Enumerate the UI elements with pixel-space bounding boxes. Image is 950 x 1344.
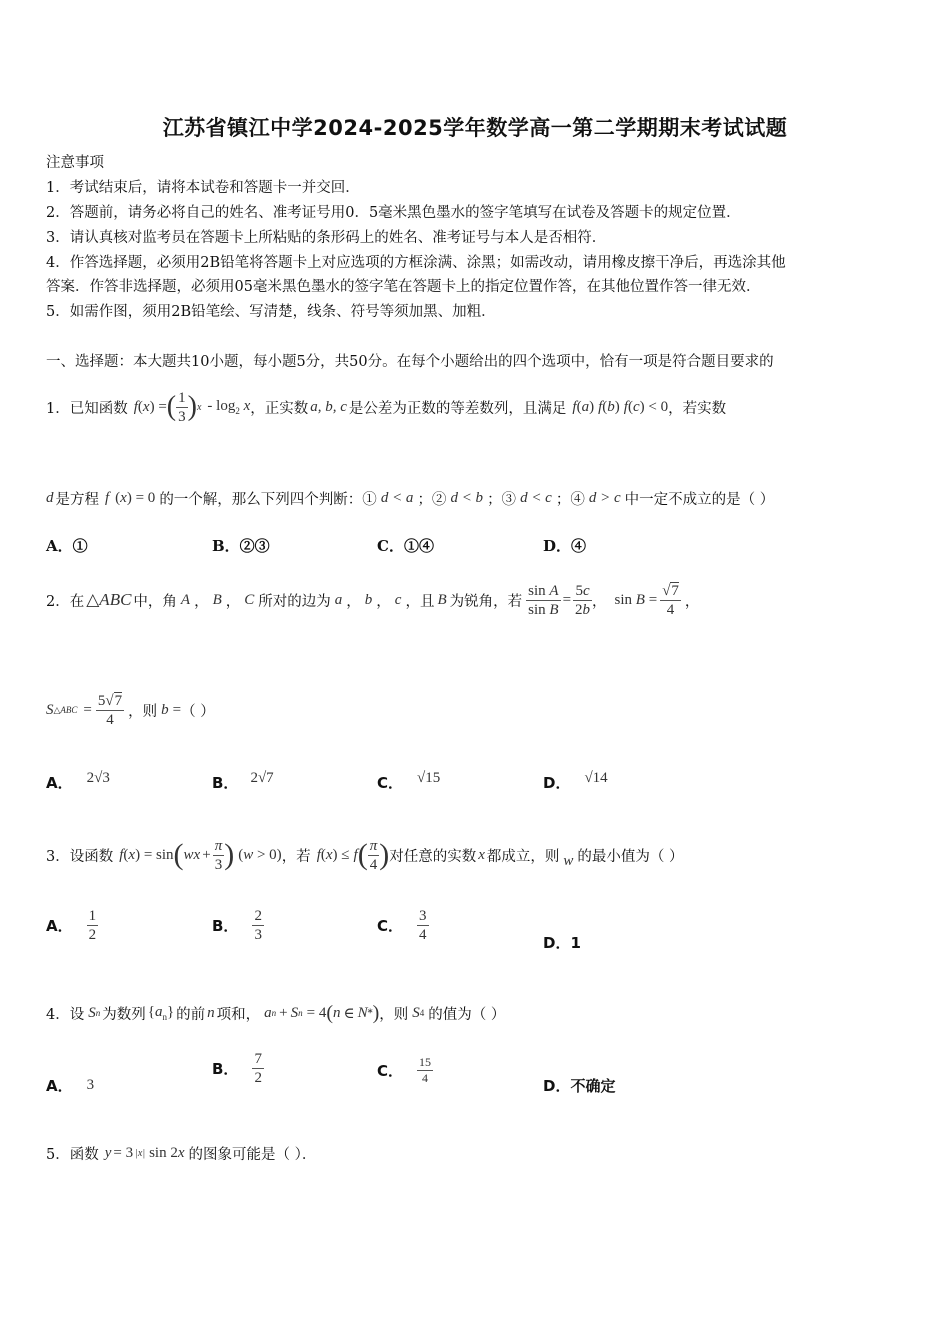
- q3-option-d-label: D．1: [543, 934, 581, 952]
- page-title: 江苏省镇江中学2024-2025学年数学高一第二学期期末考试试题: [162, 116, 788, 140]
- section-heading: 一、选择题：本大题共10小题，每小题5分，共50分。在每个小题给出的四个选项中，恰有一项是符合题目要求的: [46, 354, 774, 370]
- notice-item: 4．作答选择题，必须用2B铅笔将答题卡上对应选项的方框涂满、涂黑；如需改动，请用橡皮擦干净后，再选涂其他: [46, 255, 786, 271]
- q2-text: ，且: [405, 593, 435, 610]
- q1-text: ，若实数: [668, 400, 727, 417]
- notice-item: 答案．作答非选择题，必须用05毫米黑色墨水的签字笔在答题卡上的指定位置作答，在其他位置作答一律无效．: [46, 279, 761, 295]
- notice-heading: 注意事项: [46, 155, 104, 171]
- q1-option-b[interactable]: B．②③: [212, 537, 270, 555]
- q4-option-a[interactable]: A． 3: [46, 1077, 95, 1095]
- q4-option-c[interactable]: C． $\frac{15}{4}$: [377, 1055, 432, 1085]
- q4-text: 为数列: [102, 1006, 146, 1023]
- q3-text: 对任意的实数: [389, 848, 477, 865]
- q2-text: （ ）: [181, 703, 215, 720]
- q5-text: 的图象可能是（ ）．: [188, 1146, 317, 1163]
- q1-text: 是公差为正数的等差数列，且满足: [348, 400, 567, 417]
- q5-number: 5．函数: [46, 1146, 99, 1163]
- q1-text: 中一定不成立的是（ ）: [624, 491, 775, 508]
- question-1-line2: d 是方程 f ( x ) = 0 的一个解，那么下列四个判断：① d < a ；② d < b ；③ d < c ；④ d > c 中一定不成立的是（ ）: [46, 489, 775, 508]
- question-5: 5．函数 y = 3 |x| sin 2x 的图象可能是（ ）．: [46, 1144, 317, 1163]
- question-2-line2: S △ABC = $\frac{5√7}{4}$ ，则 b = （ ）: [46, 692, 215, 728]
- q2-option-a[interactable]: [46, 770, 110, 793]
- q4-option-b-label: B．: [212, 1060, 239, 1078]
- q3-text: 都成立，则: [486, 848, 560, 865]
- q2-option-c-value: √15: [417, 770, 441, 786]
- q4-number: 4．设: [46, 1006, 85, 1023]
- question-4: 4．设 S n 为数列 $\{a_n\}$ 的前 n 项和， a n + S n = 4 ( n ∈ N * ) ，则 S 4 的值为（ ）: [46, 1001, 506, 1024]
- q3-option-b-label: B．: [212, 917, 239, 935]
- q1-text: 的一个解，那么下列四个判断：①: [159, 491, 377, 508]
- q4-text: 的值为（ ）: [428, 1006, 506, 1023]
- q2-option-c-label: C．: [377, 774, 404, 792]
- q2-option-d-value: √14: [584, 770, 608, 786]
- q3-option-c-label: C．: [377, 917, 404, 935]
- q2-text: 为锐角，若: [449, 593, 523, 610]
- q1-formula: f: [133, 398, 138, 415]
- q4-option-d[interactable]: [543, 1075, 615, 1096]
- q1-text: ；③: [487, 491, 517, 508]
- q2-number: 2．在: [46, 593, 85, 610]
- q2-option-d-label: D．: [543, 774, 571, 792]
- q2-option-a-value: 2√3: [86, 770, 110, 786]
- q4-text: 的前: [176, 1006, 206, 1023]
- q3-text: 的最小值为（ ）: [577, 848, 684, 865]
- q3-option-d[interactable]: [543, 932, 581, 953]
- q1-option-d[interactable]: D．④: [543, 537, 587, 555]
- q1-number: 1．已知函数: [46, 400, 128, 417]
- q4-option-c-label: C．: [377, 1062, 404, 1080]
- notice-item: 3．请认真核对监考员在答题卡上所粘贴的条形码上的姓名、准考证号与本人是否相符．: [46, 230, 607, 246]
- q1-text: ；④: [555, 491, 585, 508]
- q4-option-d-label: D．不确定: [543, 1077, 616, 1095]
- notice-item: 5．如需作图，须用2B铅笔绘、写清楚，线条、符号等须加黑、加粗．: [46, 304, 496, 320]
- q4-text: ，则: [379, 1006, 409, 1023]
- q3-option-b[interactable]: B． $\frac{2}{3}$: [212, 908, 262, 943]
- q3-option-c[interactable]: C． $\frac{3}{4}$: [377, 908, 427, 943]
- q2-option-b[interactable]: [212, 770, 274, 793]
- q2-text: 所对的边为: [258, 593, 331, 610]
- q2-text: ，则: [128, 703, 158, 720]
- q2-text: 中，角: [133, 593, 177, 610]
- q1-text: ，正实数: [250, 400, 309, 417]
- q2-option-b-label: B．: [212, 774, 239, 792]
- q3-option-a[interactable]: A． $\frac{1}{2}$: [46, 908, 97, 943]
- q2-option-d[interactable]: [543, 770, 608, 793]
- q2-option-b-value: 2√7: [250, 770, 274, 786]
- q3-text: ，若: [281, 848, 311, 865]
- q4-text: 项和，: [216, 1006, 261, 1023]
- q2-option-a-label: A．: [46, 774, 73, 792]
- q3-number: 3．设函数: [46, 848, 114, 865]
- q4-option-a-label: A．: [46, 1077, 73, 1095]
- q1-text: 是方程: [55, 491, 99, 508]
- q1-text: ；②: [417, 491, 447, 508]
- notice-item: 2．答题前，请务必将自己的姓名、准考证号用0．5毫米黑色墨水的签字笔填写在试卷及答题卡的规定位置．: [46, 205, 741, 221]
- q4-option-b[interactable]: B． $\frac{7}{2}$: [212, 1051, 262, 1086]
- question-3: 3．设函数 f ( x ) = sin ( wx + $\frac{\pi}{3}$ ) (w > 0) ，若 f ( x ) ≤ f ( $\frac{\pi}{4}$ ) 对任意的实数 x 都成立，则 w 的最小值为（ ）: [46, 837, 684, 873]
- question-2: 2．在 △ABC 中，角 A ， B ， C 所对的边为 a ， b ， c ，且 B 为锐角，若 $\frac{\text{sin A}}{\text{sin B}}$ = $\frac{5c}{2b}$ ， sin B = $\frac{√7}{4}$ ，: [46, 582, 700, 618]
- q1-option-a[interactable]: A．①: [46, 537, 88, 555]
- q2-option-c[interactable]: [377, 770, 440, 793]
- q3-option-a-label: A．: [46, 917, 73, 935]
- question-1: 1．已知函数 f ( x ) = ( $\frac{1}{3}$ ) x - $\log_2 x$ ，正实数 a, b, c 是公差为正数的等差数列，且满足 f ( a ) f ( b ) f ( c ) < 0 ，若实数: [46, 389, 727, 425]
- q1-option-c[interactable]: C．①④: [377, 537, 434, 555]
- notice-item: 1．考试结束后，请将本试卷和答题卡一并交回．: [46, 180, 360, 196]
